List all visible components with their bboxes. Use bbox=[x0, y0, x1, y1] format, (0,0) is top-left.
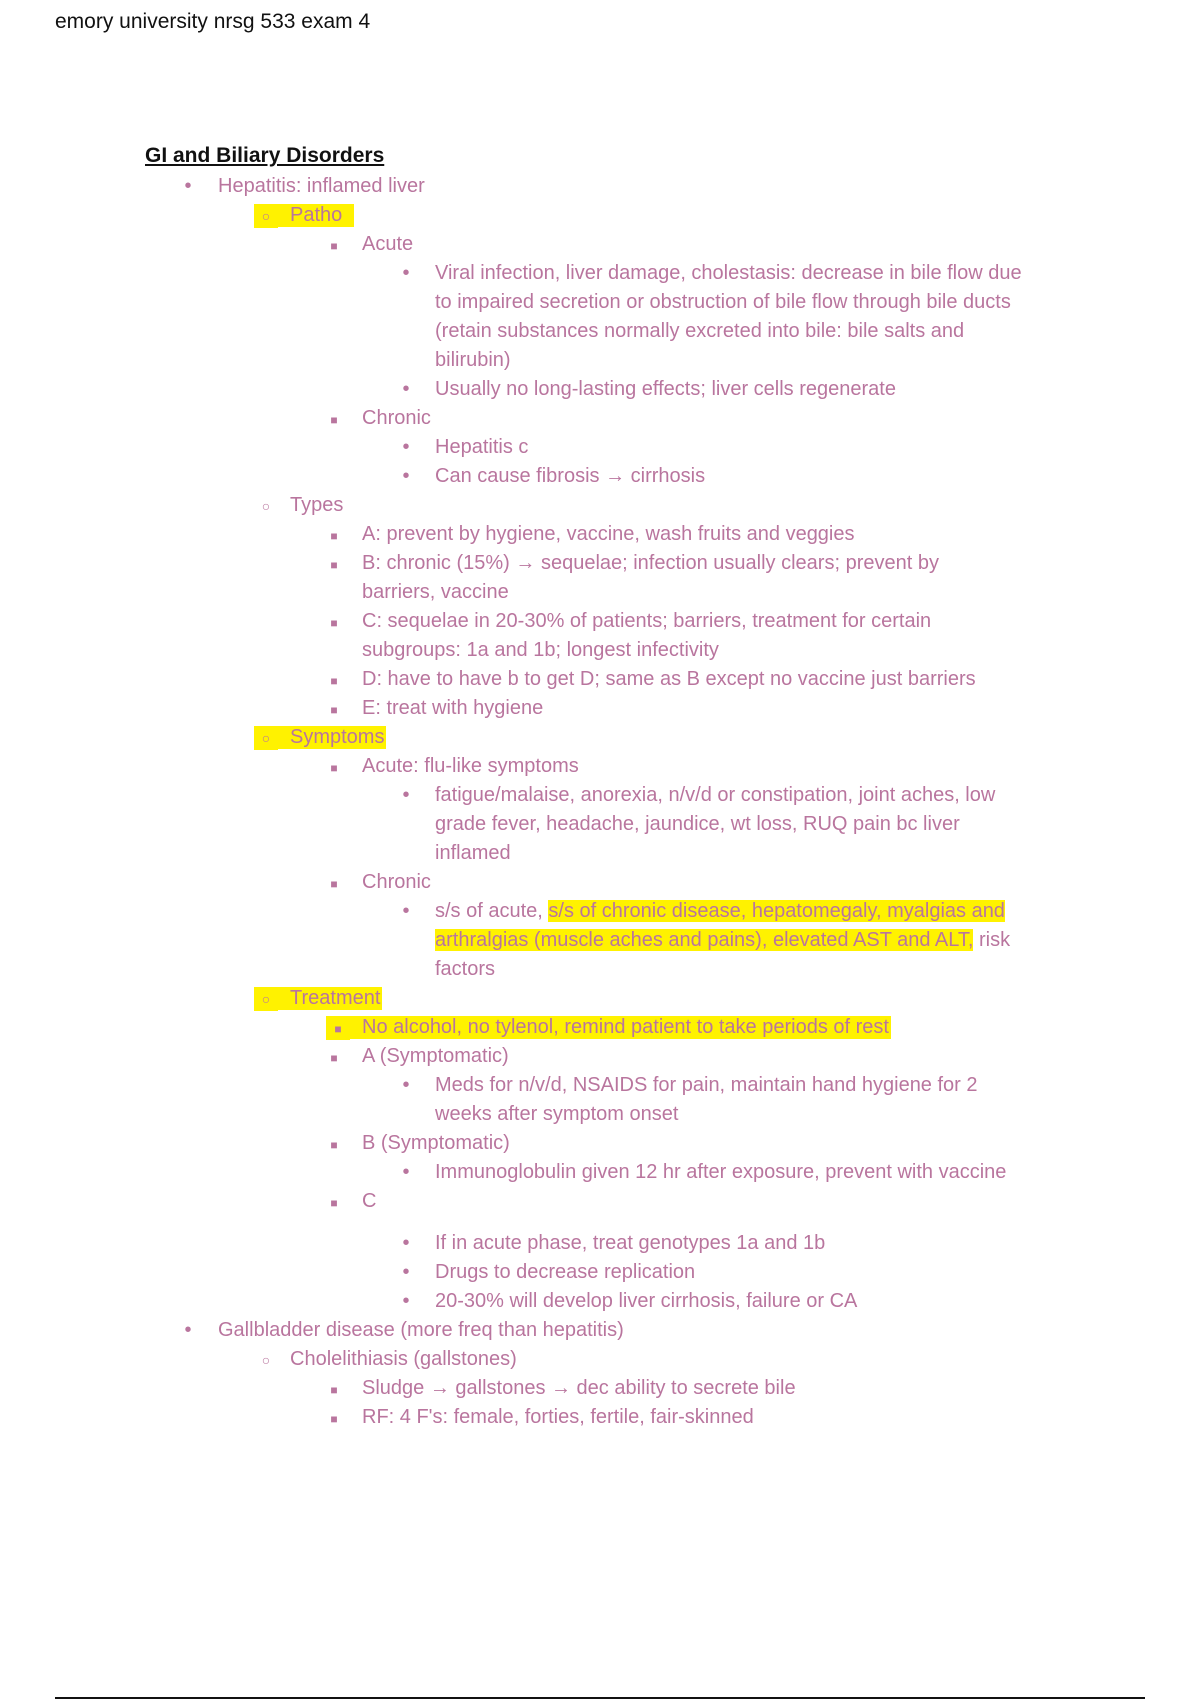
circle-bullet-icon bbox=[254, 204, 278, 228]
square-bullet-icon bbox=[322, 610, 346, 633]
list-item-text: Immunoglobulin given 12 hr after exposure, prevent with vaccine bbox=[435, 1161, 1007, 1183]
square-bullet-icon bbox=[322, 1132, 346, 1155]
list-item-treatment: Treatment bbox=[278, 987, 382, 1010]
bottom-divider bbox=[55, 1697, 1145, 1699]
square-bullet-icon bbox=[322, 233, 346, 256]
bullet-icon bbox=[394, 1074, 418, 1097]
bullet-icon bbox=[394, 378, 418, 401]
highlighted-text: arthralgias (muscle aches and pains), elevated AST and ALT, bbox=[435, 929, 974, 951]
square-bullet-icon bbox=[322, 1406, 346, 1429]
list-item-text: A (Symptomatic) bbox=[362, 1045, 509, 1067]
list-item-hepatitis: Hepatitis: inflamed liver bbox=[218, 175, 425, 197]
square-bullet-icon bbox=[322, 407, 346, 430]
circle-bullet-icon bbox=[254, 726, 278, 750]
bullet-icon bbox=[394, 1290, 418, 1313]
list-item-text: B (Symptomatic) bbox=[362, 1132, 510, 1154]
list-item-text: Sludge → gallstones → dec ability to secrete bile bbox=[362, 1377, 796, 1399]
square-bullet-icon bbox=[322, 523, 346, 546]
list-item-acute: Acute bbox=[362, 233, 414, 255]
bullet-icon bbox=[394, 465, 418, 488]
list-item-text bbox=[435, 929, 1010, 952]
list-item-text: subgroups: 1a and 1b; longest infectivity bbox=[362, 639, 719, 661]
list-item-text: (retain substances normally excreted into bile: bile salts and bbox=[435, 320, 965, 342]
bullet-icon bbox=[394, 1161, 418, 1184]
bullet-icon bbox=[394, 900, 418, 923]
square-bullet-icon bbox=[322, 552, 346, 575]
list-item-text: C: sequelae in 20-30% of patients; barriers, treatment for certain bbox=[362, 610, 932, 632]
square-bullet-icon bbox=[322, 871, 346, 894]
text-run: risk bbox=[973, 929, 1011, 951]
list-item-symptoms: Symptoms bbox=[278, 726, 386, 749]
list-item-text: Viral infection, liver damage, cholestasis: decrease in bile flow due bbox=[435, 262, 1022, 284]
list-item-text: grade fever, headache, jaundice, wt loss, RUQ pain bc liver bbox=[435, 813, 960, 835]
highlighted-text: s/s of chronic disease, hepatomegaly, myalgias and bbox=[548, 900, 1005, 922]
list-item-gallbladder: Gallbladder disease (more freq than hepatitis) bbox=[218, 1319, 624, 1341]
list-item-text: No alcohol, no tylenol, remind patient to take periods of rest bbox=[350, 1016, 891, 1039]
list-item-text: Can cause fibrosis → cirrhosis bbox=[435, 465, 706, 487]
list-item-patho: Patho bbox=[278, 204, 354, 227]
square-bullet-icon bbox=[322, 1190, 346, 1213]
list-item-chronic: Chronic bbox=[362, 871, 431, 893]
list-item-text: Cholelithiasis (gallstones) bbox=[290, 1348, 517, 1370]
bullet-icon bbox=[176, 175, 200, 198]
list-item-text: to impaired secretion or obstruction of bile flow through bile ducts bbox=[435, 291, 1011, 313]
list-item-text: weeks after symptom onset bbox=[435, 1103, 679, 1125]
square-bullet-icon bbox=[322, 668, 346, 691]
circle-bullet-icon bbox=[254, 1348, 278, 1371]
square-bullet-icon bbox=[322, 1377, 346, 1400]
list-item-text bbox=[435, 900, 1005, 923]
page-header-title: emory university nrsg 533 exam 4 bbox=[55, 10, 371, 33]
list-item-chronic: Chronic bbox=[362, 407, 431, 429]
list-item-text: fatigue/malaise, anorexia, n/v/d or constipation, joint aches, low bbox=[435, 784, 996, 806]
square-bullet-icon bbox=[322, 697, 346, 720]
section-heading: GI and Biliary Disorders bbox=[145, 144, 385, 167]
list-item-text: Meds for n/v/d, NSAIDS for pain, maintain hand hygiene for 2 bbox=[435, 1074, 978, 1096]
circle-bullet-icon bbox=[254, 987, 278, 1011]
list-item-text: factors bbox=[435, 958, 496, 980]
list-item-text: B: chronic (15%) → sequelae; infection usually clears; prevent by bbox=[362, 552, 939, 574]
list-item-text: E: treat with hygiene bbox=[362, 697, 544, 719]
list-item-text: D: have to have b to get D; same as B except no vaccine just barriers bbox=[362, 668, 976, 690]
list-item-text: A: prevent by hygiene, vaccine, wash fruits and veggies bbox=[362, 523, 855, 545]
list-item-types: Types bbox=[290, 494, 344, 516]
bullet-icon bbox=[394, 436, 418, 459]
list-item-text: inflamed bbox=[435, 842, 511, 864]
bullet-icon bbox=[394, 1261, 418, 1284]
list-item-text: If in acute phase, treat genotypes 1a and 1b bbox=[435, 1232, 826, 1254]
list-item-text: Hepatitis c bbox=[435, 436, 529, 458]
list-item-text: barriers, vaccine bbox=[362, 581, 509, 603]
square-bullet-icon bbox=[322, 755, 346, 778]
list-item-text: bilirubin) bbox=[435, 349, 511, 371]
circle-bullet-icon bbox=[254, 494, 278, 517]
list-item-text: 20-30% will develop liver cirrhosis, failure or CA bbox=[435, 1290, 858, 1312]
list-item-text: Acute: flu-like symptoms bbox=[362, 755, 579, 777]
bullet-icon bbox=[176, 1319, 200, 1342]
list-item-text: Drugs to decrease replication bbox=[435, 1261, 696, 1283]
bullet-icon bbox=[394, 784, 418, 807]
bullet-icon bbox=[394, 262, 418, 285]
text-run: s/s of acute, bbox=[435, 900, 549, 922]
list-item-text: RF: 4 F's: female, forties, fertile, fair-skinned bbox=[362, 1406, 754, 1428]
bullet-icon bbox=[394, 1232, 418, 1255]
list-item-text: C bbox=[362, 1190, 377, 1212]
square-bullet-icon bbox=[326, 1016, 350, 1040]
square-bullet-icon bbox=[322, 1045, 346, 1068]
list-item-text: Usually no long-lasting effects; liver cells regenerate bbox=[435, 378, 896, 400]
